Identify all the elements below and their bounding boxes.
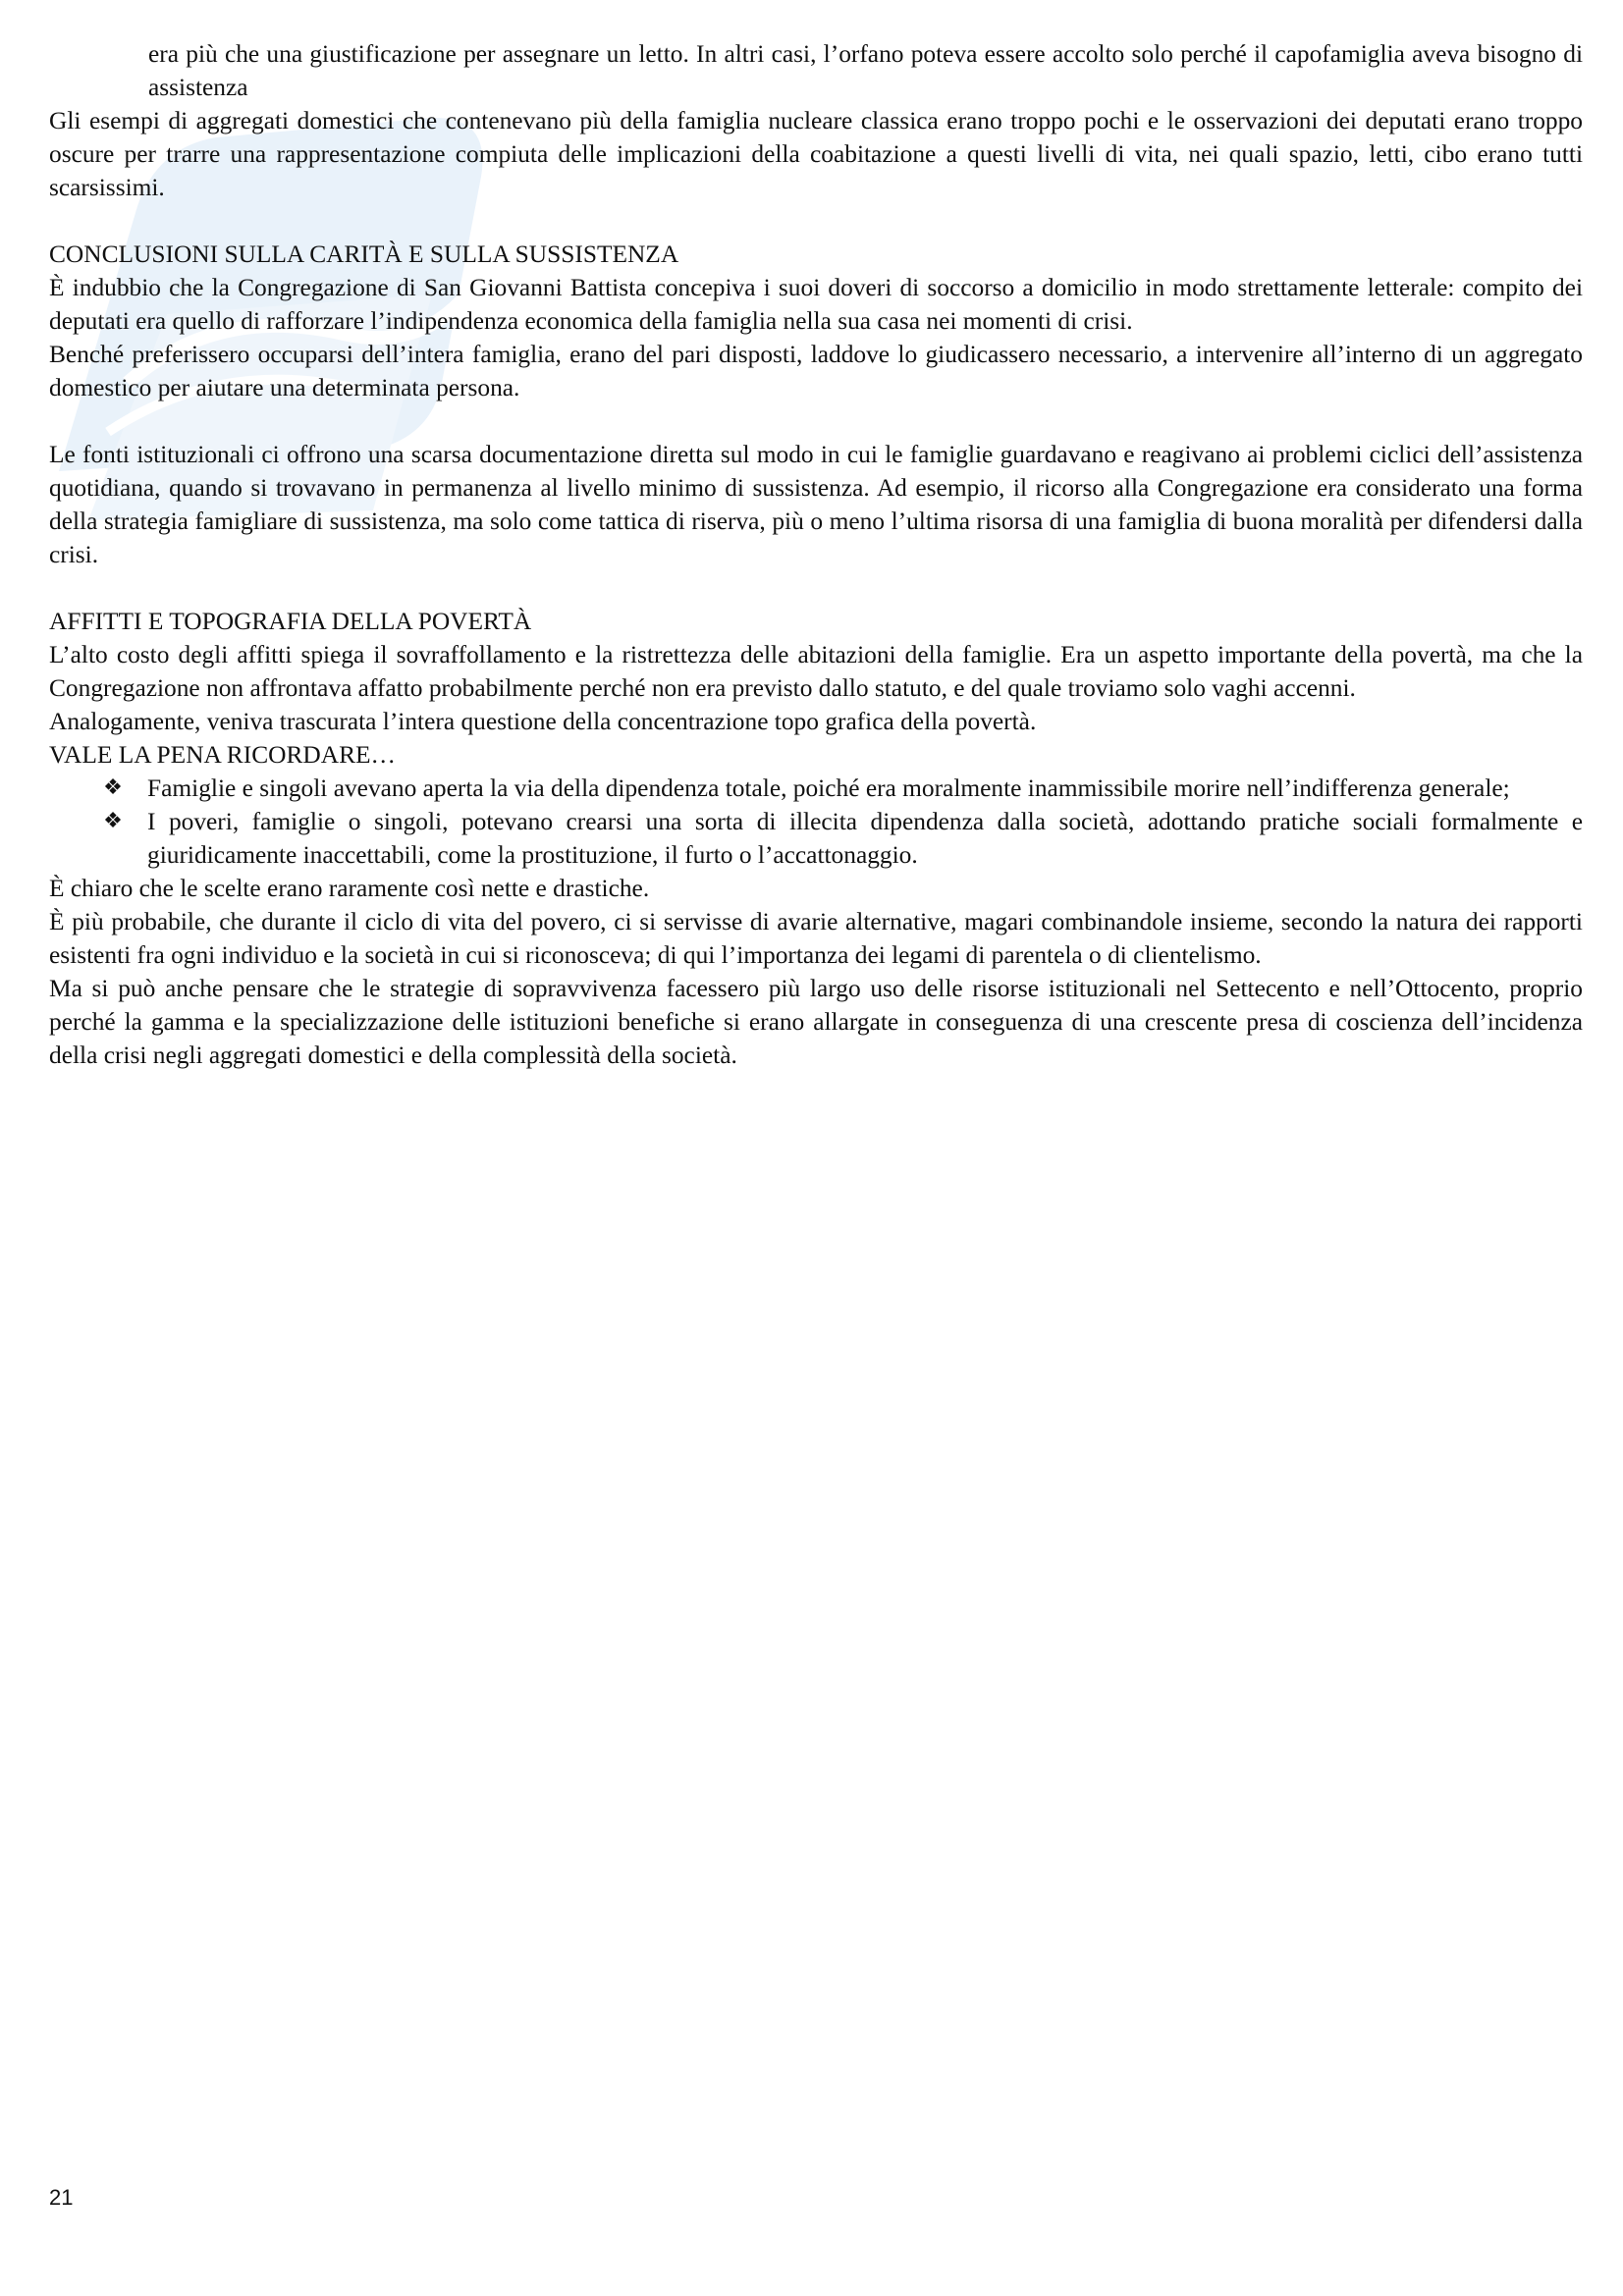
- bullet-list: [49, 772, 1583, 872]
- paragraph-topografia: Analogamente, veniva trascurata l’intera questione della concentrazione topo grafica della povertà.: [49, 708, 1037, 735]
- diamond-bullet-icon: ❖: [103, 775, 123, 800]
- paragraph-aggregati: Gli esempi di aggregati domestici che contenevano più della famiglia nucleare classica erano troppo pochi e le osservazioni dei deputati erano troppo oscure per trarre una rappresentazione compiuta delle implicazioni della coabitazione a questi livelli di vita, nei quali spazio, letti, cibo erano tutti scarsissimi.: [49, 107, 1583, 201]
- paragraph-fonti: Le fonti istituzionali ci offrono una scarsa documentazione diretta sul modo in cui le famiglie guardavano e reagivano ai problemi ciclici dell’assistenza quotidiana, quando si trovavano in permanenza al livello minimo di sussistenza. Ad esempio, il ricorso alla Congregazione era considerato una forma della strategia famigliare di sussistenza, ma solo come tattica di riserva, più o meno l’ultima risorsa di una famiglia di buona moralità per difendersi dalla crisi.: [49, 441, 1583, 568]
- list-item-text: I poveri, famiglie o singoli, potevano crearsi una sorta di illecita dipendenza dalla società, adottando pratiche sociali formalmente e giuridicamente inaccettabili, come la prostituzione, il furto o l’accattonaggio.: [147, 808, 1583, 869]
- paragraph-strategie: Ma si può anche pensare che le strategie di sopravvivenza facessero più largo uso delle risorse istituzionali nel Settecento e nell’Ottocento, proprio perché la gamma e la specializzazione delle istituzioni benefiche si erano allargate in conseguenza di una crescente presa di coscienza dell’incidenza della crisi negli aggregati domestici e della complessità della società.: [49, 975, 1583, 1069]
- continuation-paragraph: era più che una giustificazione per assegnare un letto. In altri casi, l’orfano poteva essere accolto solo perché il capofamiglia aveva bisogno di assistenza: [148, 40, 1583, 101]
- section-heading-conclusioni: CONCLUSIONI SULLA CARITÀ E SULLA SUSSISTENZA: [49, 240, 679, 268]
- page-number: 21: [49, 2185, 74, 2210]
- list-item-text: Famiglie e singoli avevano aperta la via della dipendenza totale, poiché era moralmente inammissibile morire nell’indifferenza generale;: [147, 774, 1510, 802]
- spacer: [49, 571, 1583, 605]
- list-item: [49, 805, 1583, 872]
- spacer: [49, 404, 1583, 438]
- paragraph-scelte: È chiaro che le scelte erano raramente così nette e drastiche.: [49, 875, 650, 902]
- document-body: [49, 37, 1583, 1072]
- spacer: [49, 204, 1583, 238]
- section-heading-ricordare: VALE LA PENA RICORDARE…: [49, 741, 396, 769]
- paragraph-alternative: È più probabile, che durante il ciclo di vita del povero, ci si servisse di avarie alternative, magari combinandole insieme, secondo la natura dei rapporti esistenti fra ogni individuo e la società in cui si riconosceva; di qui l’importanza dei legami di parentela o di clientelismo.: [49, 908, 1583, 969]
- paragraph-famiglia: Benché preferissero occuparsi dell’intera famiglia, erano del pari disposti, laddove lo giudicassero necessario, a intervenire all’interno di un aggregato domestico per aiutare una determinata persona.: [49, 341, 1583, 401]
- section-heading-affitti: AFFITTI E TOPOGRAFIA DELLA POVERTÀ: [49, 608, 532, 635]
- diamond-bullet-icon: ❖: [103, 809, 123, 833]
- list-item: [49, 772, 1583, 805]
- paragraph-congregazione: È indubbio che la Congregazione di San Giovanni Battista concepiva i suoi doveri di soccorso a domicilio in modo strettamente letterale: compito dei deputati era quello di rafforzare l’indipendenza economica della famiglia nella sua casa nei momenti di crisi.: [49, 274, 1583, 335]
- paragraph-affitti: L’alto costo degli affitti spiega il sovraffollamento e la ristrettezza delle abitazioni della famiglie. Era un aspetto importante della povertà, ma che la Congregazione non affrontava affatto probabilmente perché non era previsto dallo statuto, e del quale troviamo solo vaghi accenni.: [49, 641, 1583, 702]
